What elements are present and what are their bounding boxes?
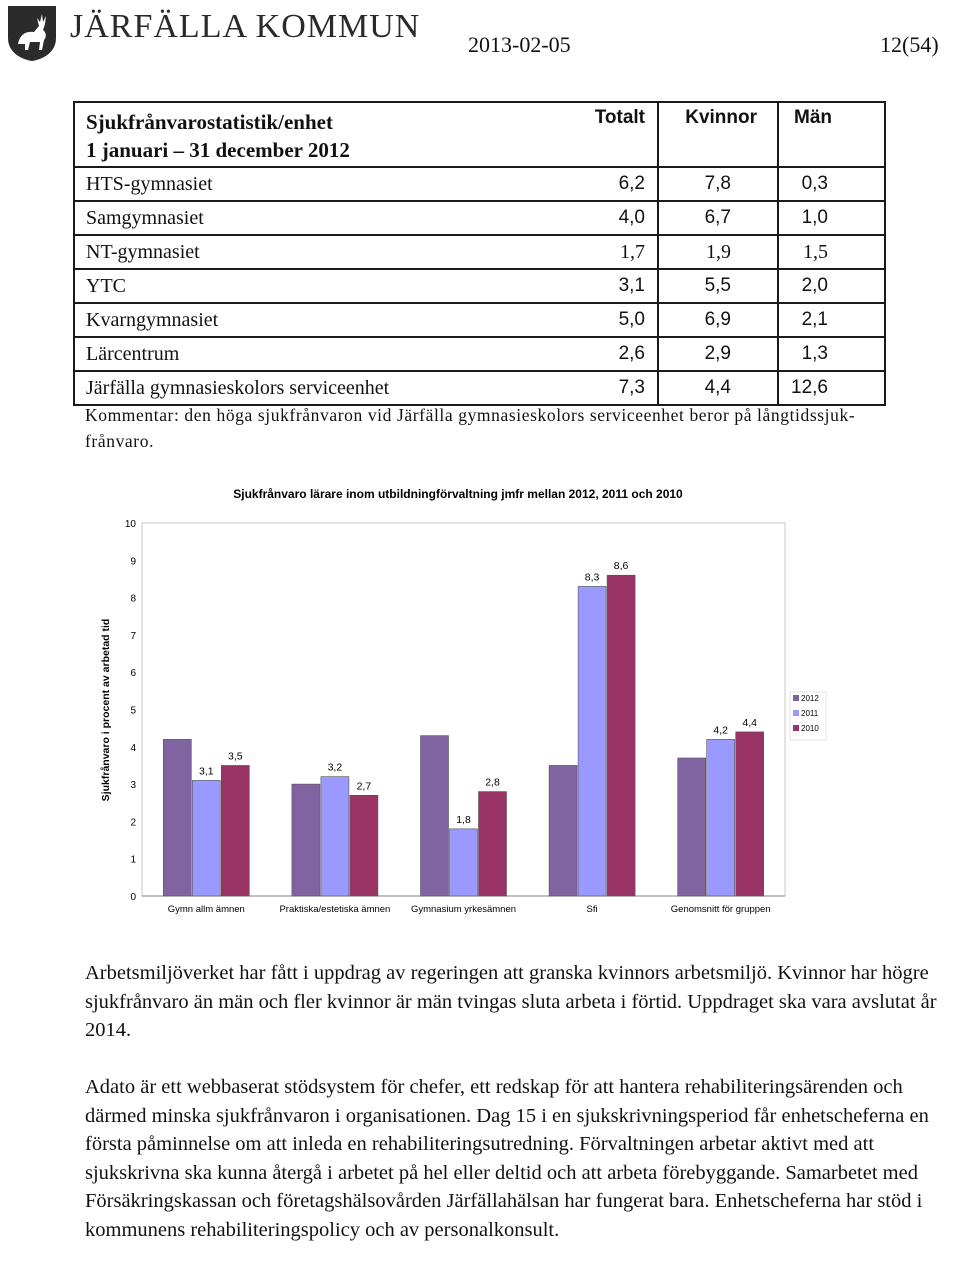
bar-2012 [421, 736, 449, 896]
y-axis-label: Sjukfrånvaro i procent av arbetad tid [100, 618, 112, 802]
cell-kvinnor: 6,9 [658, 303, 778, 337]
legend-label: 2011 [801, 709, 819, 718]
legend-swatch [793, 710, 799, 716]
chart-plot [125, 519, 785, 915]
y-tick-label: 2 [130, 817, 136, 829]
cell-totalt: 1,7 [494, 235, 658, 269]
cell-man: 1,5 [778, 235, 885, 269]
row-label: Lärcentrum [74, 337, 494, 371]
cell-kvinnor: 1,9 [658, 235, 778, 269]
cell-man: 12,6 [778, 371, 885, 405]
bar-2012 [549, 765, 577, 896]
bar-2012 [163, 739, 191, 896]
y-tick-label: 4 [130, 742, 136, 754]
data-label: 1,8 [456, 813, 471, 826]
cell-totalt: 4,0 [494, 201, 658, 235]
y-tick-label: 8 [130, 593, 136, 605]
row-label: NT-gymnasiet [74, 235, 494, 269]
cell-man: 2,0 [778, 269, 885, 303]
y-tick-label: 1 [130, 854, 136, 866]
bar-2010 [607, 575, 635, 896]
cell-kvinnor: 5,5 [658, 269, 778, 303]
x-tick-label: Genomsnitt för gruppen [670, 904, 771, 915]
page-number: 12(54) [880, 32, 939, 57]
row-label: Samgymnasiet [74, 201, 494, 235]
x-tick-label: Gymn allm ämnen [167, 904, 245, 915]
table-header-row [74, 102, 885, 167]
row-label: Järfälla gymnasieskolors serviceenhet [74, 371, 494, 405]
legend-swatch [793, 695, 799, 701]
cell-totalt: 7,3 [494, 371, 658, 405]
header-date: 2013-02-05 [468, 32, 571, 57]
table-title [74, 102, 494, 167]
y-tick-label: 9 [130, 556, 136, 568]
legend-label: 2010 [801, 724, 819, 733]
data-label: 3,2 [327, 761, 343, 774]
table-row [74, 337, 885, 371]
cell-kvinnor: 6,7 [658, 201, 778, 235]
cell-totalt: 3,1 [494, 269, 658, 303]
bar-2011 [192, 780, 220, 896]
y-tick-label: 10 [124, 519, 136, 530]
bar-2010 [736, 732, 764, 896]
column-header-man: Män [778, 102, 885, 167]
bar-2011 [450, 829, 478, 896]
deer-crest-icon [6, 4, 58, 62]
data-label: 8,6 [613, 560, 629, 573]
bar-2010 [479, 792, 507, 896]
row-label: Kvarngymnasiet [74, 303, 494, 337]
table-row [74, 371, 885, 405]
x-tick-label: Praktiska/estetiska ämnen [279, 904, 391, 915]
y-tick-label: 7 [130, 630, 136, 642]
cell-kvinnor: 4,4 [658, 371, 778, 405]
data-label: 4,2 [713, 724, 729, 737]
table-row [74, 303, 885, 337]
cell-kvinnor: 2,9 [658, 337, 778, 371]
table-title-line1: Sjukfrånvarostatistik/enhet [86, 110, 333, 134]
data-label: 8,3 [584, 571, 600, 584]
table-row [74, 235, 885, 269]
legend-label: 2012 [801, 694, 819, 703]
data-label: 4,4 [742, 716, 758, 729]
bar-chart [90, 478, 819, 918]
cell-totalt: 6,2 [494, 167, 658, 201]
bar-2011 [578, 586, 606, 896]
data-label: 2,8 [485, 776, 500, 789]
bar-2010 [350, 795, 378, 896]
table-row [74, 269, 885, 303]
cell-man: 1,3 [778, 337, 885, 371]
cell-totalt: 5,0 [494, 303, 658, 337]
bar-2011 [707, 739, 735, 896]
chart-legend [790, 692, 826, 740]
paragraph-adato: Adato är ett webbaserat stödsystem för chefer, ett redskap för att hantera rehabiliteringsärenden och därmed minska sjukfrånvaron i organisationen. Dag 15 i en sjukskrivningsperiod får enhetscheferna en första påminnelse om att inleda en rehabiliteringsutredning. Förvaltningen arbetar aktivt med att sjukskrivna ska kunna återgå i arbetet på hel eller deltid och att arbeta förebyggande. Samarbetet med Försäkringskassan och företagshälsovården Järfällahälsan har fungerat bara. Enhetscheferna har stöd i kommunens rehabiliteringspolicy och av personalkonsult. [85, 1076, 929, 1241]
row-label: HTS-gymnasiet [74, 167, 494, 201]
bar-2012 [678, 758, 706, 896]
cell-man: 1,0 [778, 201, 885, 235]
column-header-totalt: Totalt [494, 102, 658, 167]
cell-man: 0,3 [778, 167, 885, 201]
cell-man: 2,1 [778, 303, 885, 337]
y-tick-label: 5 [130, 705, 136, 717]
bar-2010 [221, 765, 249, 896]
data-label: 3,1 [198, 765, 214, 778]
table-row [74, 167, 885, 201]
y-tick-label: 0 [130, 892, 136, 903]
row-label: YTC [74, 269, 494, 303]
bar-2012 [292, 784, 320, 896]
x-tick-label: Sfi [586, 904, 598, 915]
y-tick-label: 6 [130, 668, 136, 680]
column-header-kvinnor: Kvinnor [658, 102, 778, 167]
data-label: 3,5 [227, 750, 243, 763]
stats-table [73, 101, 886, 406]
data-label: 2,7 [356, 780, 372, 793]
cell-kvinnor: 7,8 [658, 167, 778, 201]
cell-totalt: 2,6 [494, 337, 658, 371]
table-comment: Kommentar: den höga sjukfrånvaron vid Järfälla gymnasieskolors serviceenhet beror på långtidssjuk-frånvaro. [85, 405, 856, 451]
table-title-line2: 1 januari – 31 december 2012 [86, 138, 350, 162]
bar-2011 [321, 777, 349, 896]
legend-swatch [793, 725, 799, 731]
y-tick-label: 3 [130, 780, 136, 792]
table-row [74, 201, 885, 235]
paragraph-arbetsmiljoverket: Arbetsmiljöverket har fått i uppdrag av regeringen att granska kvinnors arbetsmiljö. Kvinnor har högre sjukfrånvaro än män och fler kvinnor är män tvingas sluta arbeta i förtid. Uppdraget ska vara avslutat år 2014. [85, 962, 937, 1041]
org-name: JÄRFÄLLA KOMMUN [70, 8, 421, 45]
x-tick-label: Gymnasium yrkesämnen [410, 904, 517, 915]
chart-title: Sjukfrånvaro lärare inom utbildningförvaltning jmfr mellan 2012, 2011 och 2010 [233, 487, 683, 501]
